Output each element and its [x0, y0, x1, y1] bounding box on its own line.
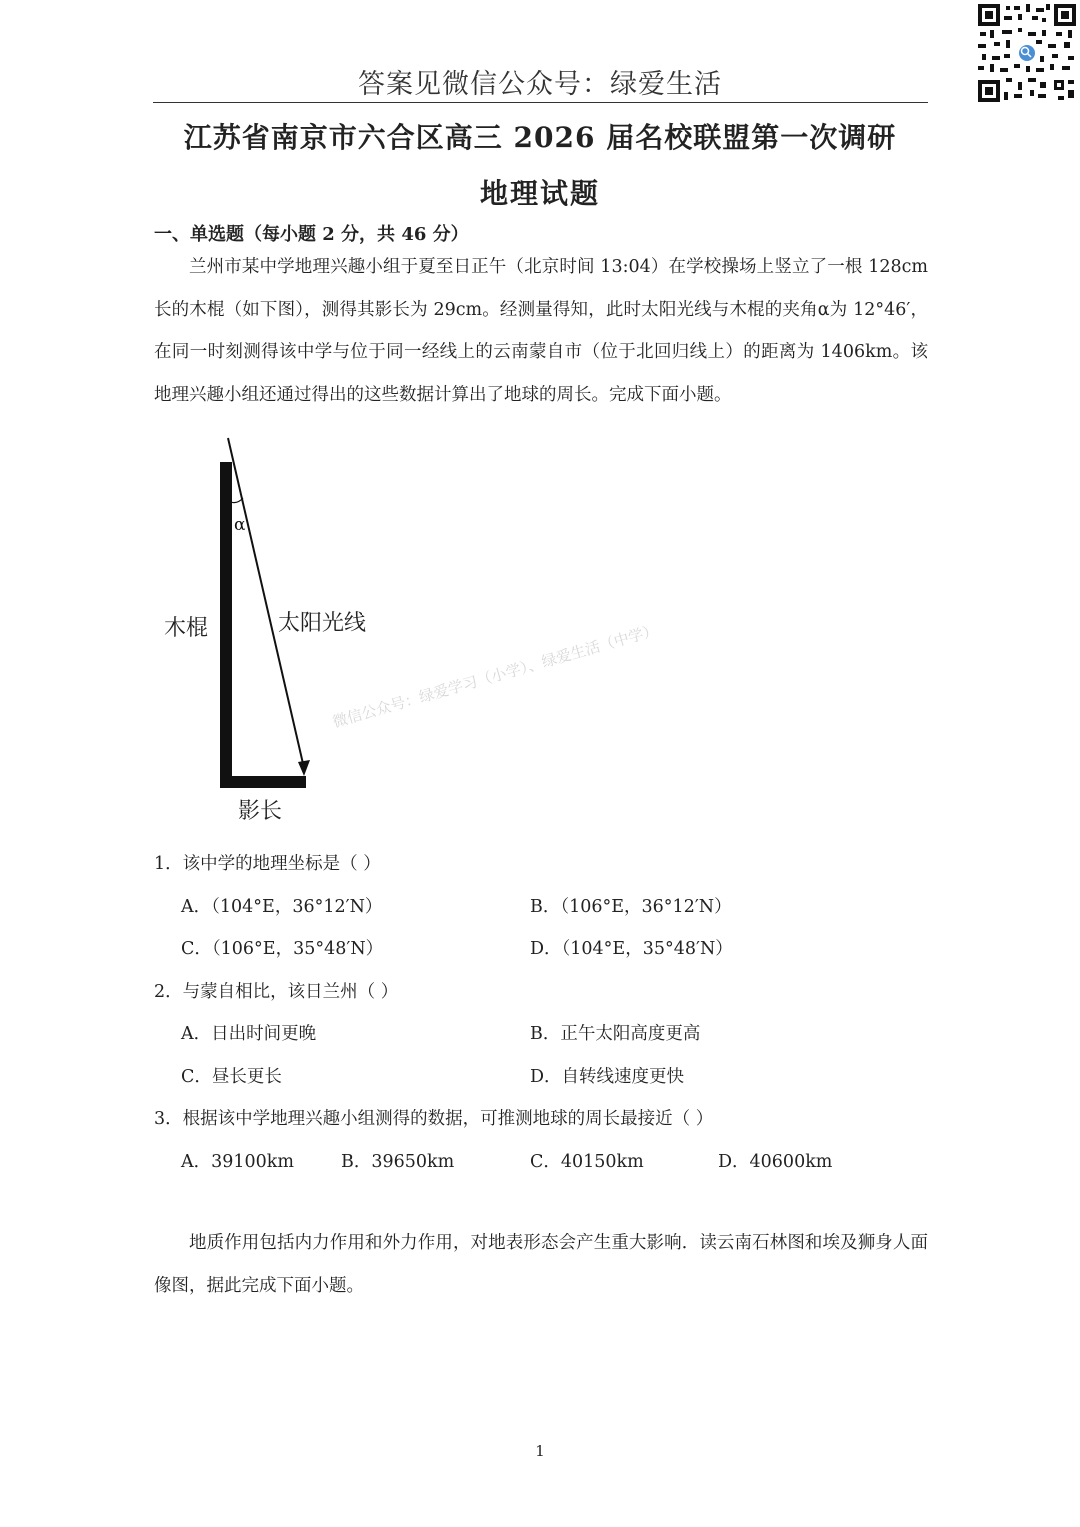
section-heading: 一、单选题（每小题 2 分，共 46 分）	[154, 224, 469, 245]
passage-1: 兰州市某中学地理兴趣小组于夏至日正午（北京时间 13:04）在学校操场上竖立了一根 128cm 长的木棍（如下图），测得其影长为 29cm。经测量得知，此时太阳光线与木棍的夹角α为 12°46′，在同一时刻测得该中学与位于同一经线上的云南蒙自市（位于北回归线上）的距离为 1406km。该地理兴趣小组还通过得出的这些数据计算出了地球的周长。完成下面小题。	[154, 257, 928, 405]
option: D．自转线速度更快	[530, 1067, 685, 1087]
exam-subtitle: 地理试题	[479, 177, 600, 210]
stick-shadow-diagram	[150, 430, 550, 830]
option: D．40600km	[718, 1152, 833, 1172]
option: C．40150km	[530, 1152, 644, 1172]
header-text: 答案见微信公众号：绿爱生活	[358, 69, 722, 100]
arrow-head-icon	[298, 760, 310, 776]
question-stem: 1．该中学的地理坐标是（ ）	[154, 854, 381, 874]
option: D．（104°E，35°48′N）	[530, 939, 733, 959]
option: A．（104°E，36°12′N）	[181, 897, 383, 917]
exam-title: 江苏省南京市六合区高三 2026 届名校联盟第一次调研	[183, 121, 897, 154]
watermark: 微信公众号：绿爱学习（小学）、绿爱生活（中学）	[330, 620, 660, 732]
header-rule	[153, 102, 928, 103]
option: B．正午太阳高度更高	[530, 1024, 701, 1044]
qr-code-icon	[976, 2, 1078, 104]
option: A．39100km	[181, 1152, 295, 1172]
ray-label: 太阳光线	[278, 611, 367, 636]
shadow-bar	[220, 776, 306, 788]
option: B．（106°E，36°12′N）	[530, 897, 732, 917]
stick-label: 木棍	[164, 616, 209, 641]
option: C．（106°E，35°48′N）	[181, 939, 384, 959]
page-number: 1	[535, 1442, 545, 1460]
shadow-label: 影长	[238, 799, 283, 824]
angle-label: α	[234, 515, 246, 535]
sun-ray-line	[228, 438, 304, 768]
option: B．39650km	[341, 1152, 455, 1172]
option: A．日出时间更晚	[181, 1024, 317, 1044]
question-stem: 2．与蒙自相比，该日兰州（ ）	[154, 982, 399, 1002]
passage-2: 地质作用包括内力作用和外力作用，对地表形态会产生重大影响．读云南石林图和埃及狮身人面像图，据此完成下面小题。	[154, 1233, 928, 1296]
stick-bar	[220, 462, 232, 788]
option: C．昼长更长	[181, 1067, 282, 1087]
question-stem: 3．根据该中学地理兴趣小组测得的数据，可推测地球的周长最接近（ ）	[154, 1109, 714, 1129]
